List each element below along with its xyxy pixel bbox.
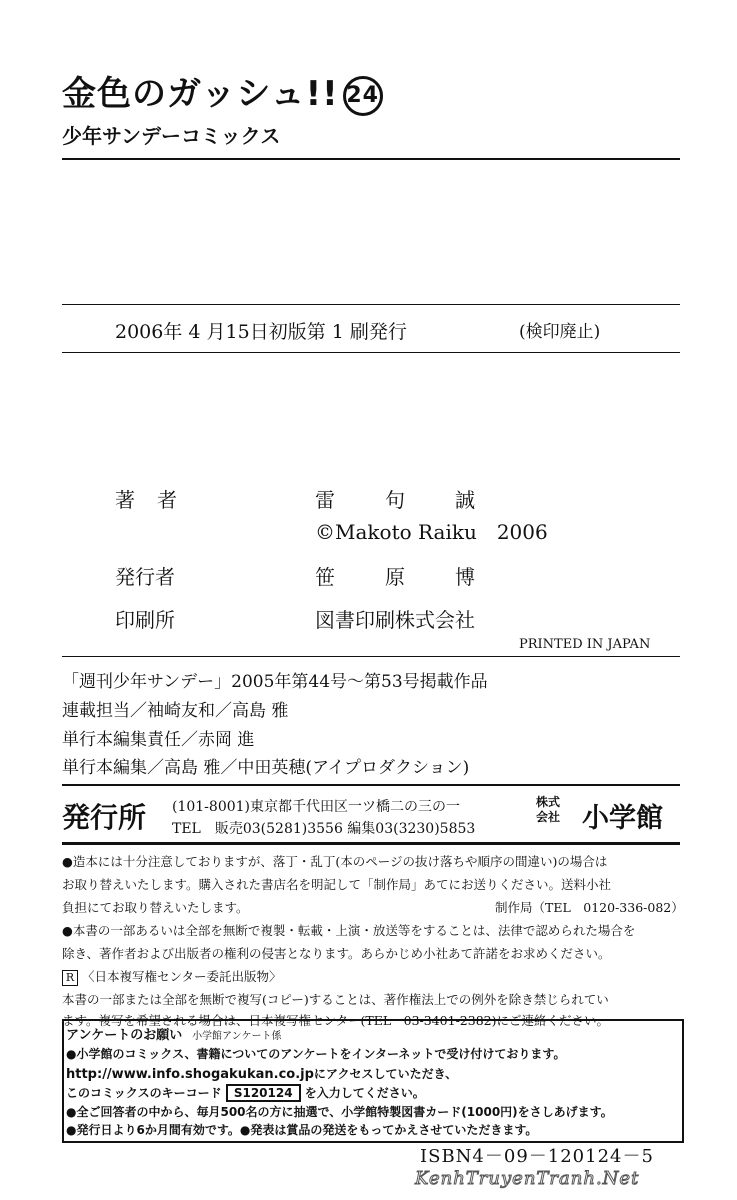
survey-key-line	[66, 1084, 425, 1102]
printer-label: 印刷所	[115, 608, 175, 632]
notice-line-7: 本書の一部または全部を無断で複写(コピー)することは、著作権法上での例外を除き禁じられてい	[62, 992, 609, 1007]
notice-line-3: 負担にてお取り替えいたします。	[62, 900, 249, 915]
r-mark-icon: R	[62, 970, 78, 986]
copyright-line: ©Makoto Raiku 2006	[315, 520, 548, 544]
survey-key-suffix: を入力してください。	[304, 1086, 425, 1100]
editor-line: 連載担当／袖崎友和／高島 雅	[62, 701, 289, 721]
publisher-top-divider	[62, 784, 680, 786]
survey-line-1: ●小学館のコミックス、書籍についてのアンケートをインターネットで受け付けております。	[66, 1047, 566, 1061]
printer-name: 図書印刷株式会社	[315, 608, 475, 632]
company-type-line-2: 会社	[536, 810, 561, 824]
notice-line-8: ます。複写を希望される場合は、日本複写権センター(TEL 03-3401-2382)にご連絡ください。	[62, 1013, 609, 1028]
company-name: 小学館	[582, 803, 663, 834]
publisher-person-name: 笹原博	[315, 565, 525, 589]
notice-line-5: 除き、著作者および出版者の権利の侵害となります。あらかじめ小社あて許諾をお求めください。	[62, 946, 611, 961]
edition-date: 2006年 4 月15日初版第 1 刷発行	[115, 321, 407, 343]
company-type-line-1: 株式	[536, 795, 561, 809]
notice-line-6	[62, 965, 282, 988]
notice-line-6-text: 〈日本複写権センター委託出版物〉	[81, 969, 282, 984]
volume-editor-line: 単行本編集／高島 雅／中田英穂(アイプロダクション)	[62, 758, 470, 778]
book-title-text: 金色のガッシュ!!	[62, 74, 339, 114]
book-title	[62, 66, 383, 116]
publisher-tel: TEL 販売03(5281)3556 編集03(3230)5853	[172, 821, 476, 837]
survey-url-suffix: にアクセスしていただき、	[313, 1067, 458, 1081]
serialization-line: 「週刊少年サンデー」2005年第44号～第53号掲載作品	[62, 672, 488, 692]
notice-line-4: ●本書の一部あるいは全部を無断で複製・転載・上演・放送等をすることは、法律で認められた場合を	[62, 923, 636, 938]
production-tel: 制作局（TEL 0120-336-082）	[495, 900, 684, 915]
series-name: 少年サンデーコミックス	[62, 124, 281, 148]
survey-key-code: S120124	[226, 1084, 301, 1102]
survey-key-prefix: このコミックスのキーコード	[66, 1086, 222, 1100]
survey-header	[66, 1024, 281, 1043]
edition-bottom-divider	[62, 352, 680, 353]
survey-dept: 小学館アンケート係	[192, 1031, 282, 1042]
volume-number: 24	[343, 76, 383, 116]
notice-line-2: お取り替えいたします。購入された書店名を明記して「制作局」あてにお送りください。送料小社	[62, 877, 612, 892]
printed-in-japan: PRINTED IN JAPAN	[519, 637, 651, 652]
isbn: ISBN4－09－120124－5	[420, 1146, 654, 1167]
notice-line-1: ●造本には十分注意しておりますが、落丁・乱丁(本のページの抜け落ちや順序の間違い)の場合は	[62, 854, 608, 869]
author-label: 著者	[115, 488, 199, 512]
chief-editor-line: 単行本編集責任／赤岡 進	[62, 730, 255, 750]
publisher-person-label: 発行者	[115, 565, 175, 589]
author-name: 雷句誠	[315, 488, 525, 512]
company-type	[536, 795, 560, 825]
survey-line-4: ●全ご回答者の中から、毎月500名の方に抽選で、小学館特製図書カード(1000円)をさしあげます。	[66, 1105, 613, 1119]
watermark: KenhTruyenTranh.Net	[415, 1168, 640, 1189]
edition-top-divider	[62, 304, 680, 305]
title-divider	[62, 158, 680, 160]
survey-title: アンケートのお願い	[66, 1028, 183, 1043]
survey-url-line	[66, 1065, 457, 1082]
staff-top-divider	[62, 656, 680, 657]
publisher-address: (101-8001)東京都千代田区一ツ橋二の三の一	[172, 799, 461, 815]
publisher-label: 発行所	[62, 801, 147, 834]
publisher-bottom-divider	[62, 842, 680, 845]
survey-url[interactable]: http://www.info.shogakukan.co.jp	[66, 1067, 314, 1082]
stamp-note: (検印廃止)	[519, 322, 601, 342]
survey-line-5: ●発行日より6か月間有効です。●発表は賞品の発送をもってかえさせていただきます。	[66, 1123, 538, 1137]
